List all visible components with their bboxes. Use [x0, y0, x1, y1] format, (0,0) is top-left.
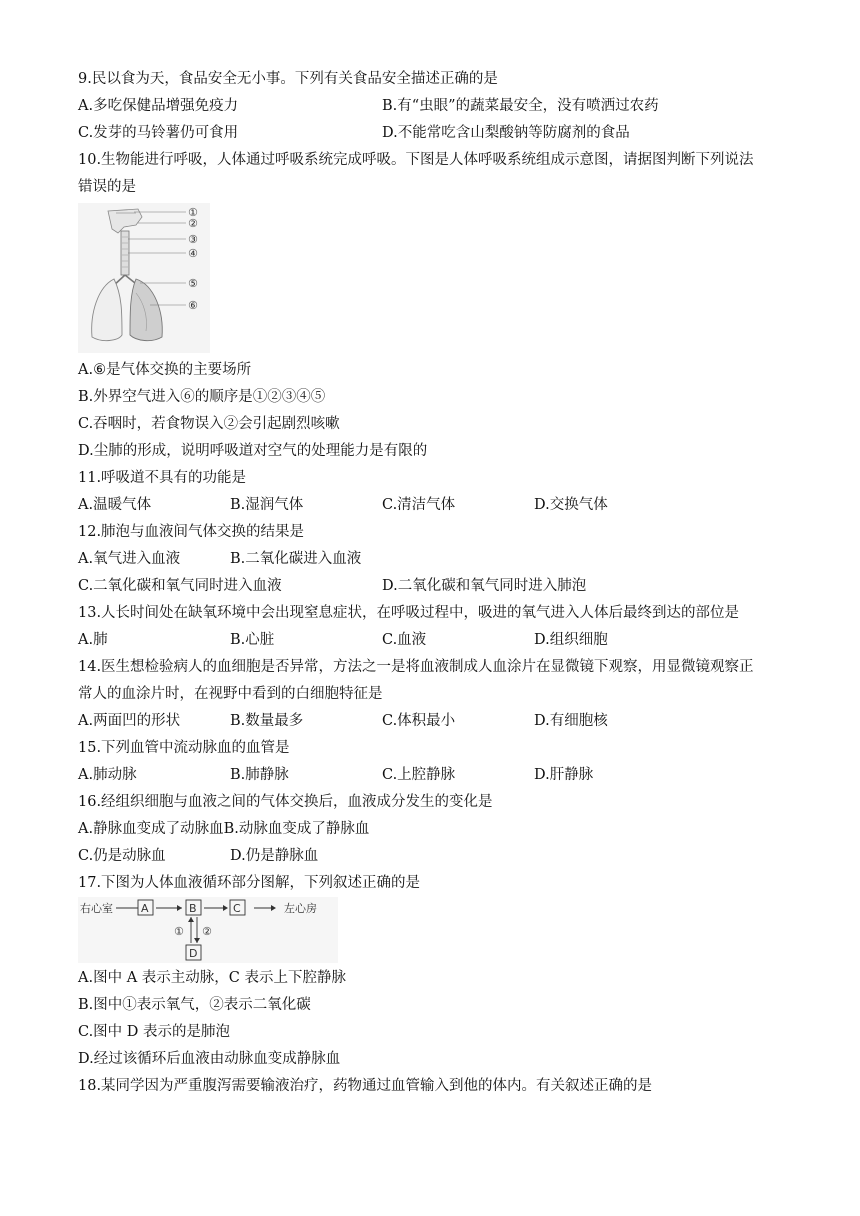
- q14-stem-line1: 14.医生想检验病人的血细胞是否异常，方法之一是将血液制成人血涂片在显微镜下观察，用显微镜观察正: [78, 659, 754, 675]
- circulation-diagram: [78, 897, 338, 963]
- q13-option-c: C.血液: [382, 632, 427, 648]
- q11-option-d: D.交换气体: [534, 497, 608, 513]
- circulation-figure: [78, 897, 338, 963]
- q17-option-d: D.经过该循环后血液由动脉血变成静脉血: [78, 1051, 341, 1067]
- q16-option-a: A.静脉血变成了动脉血: [78, 821, 224, 837]
- box-b-label: B: [189, 902, 197, 915]
- q12-options-row2: [78, 573, 798, 600]
- end-label: 左心房: [284, 902, 317, 915]
- q15-option-c: C.上腔静脉: [382, 767, 456, 783]
- q16-option-d: D.仍是静脉血: [230, 848, 319, 864]
- q14-option-a: A.两面凹的形状: [78, 713, 181, 729]
- q9-option-c: C.发芽的马铃薯仍可食用: [78, 125, 239, 141]
- q11-stem: 11.呼吸道不具有的功能是: [78, 470, 247, 486]
- q13-option-d: D.组织细胞: [534, 632, 608, 648]
- box-d-label: D: [189, 947, 198, 960]
- q10-option-c: C.吞咽时，若食物误入②会引起剧烈咳嗽: [78, 416, 340, 432]
- q9-options-row2: [78, 120, 798, 147]
- start-label: 右心室: [80, 902, 113, 915]
- arrow-label-2: ②: [202, 925, 212, 938]
- box-a-label: A: [141, 902, 149, 915]
- q14-options: [78, 708, 798, 735]
- q12-options-row1: [78, 546, 798, 573]
- q11-option-b: B.湿润气体: [230, 497, 304, 513]
- q15-option-b: B.肺静脉: [230, 767, 289, 783]
- exam-page: [78, 66, 798, 1100]
- q13-option-a: A.肺: [78, 632, 108, 648]
- q11-option-a: A.温暖气体: [78, 497, 152, 513]
- figure-label-1: ①: [188, 206, 198, 219]
- q13-options: [78, 627, 798, 654]
- q10-option-a: A.⑥是气体交换的主要场所: [78, 362, 252, 378]
- q14-option-b: B.数量最多: [230, 713, 304, 729]
- q16-stem: 16.经组织细胞与血液之间的气体交换后，血液成分发生的变化是: [78, 794, 493, 810]
- q10-stem-line1: 10.生物能进行呼吸，人体通过呼吸系统完成呼吸。下图是人体呼吸系统组成示意图，请据图判断下列说法: [78, 152, 754, 168]
- q15-option-d: D.肝静脉: [534, 767, 594, 783]
- q17-option-a: A.图中 A 表示主动脉，C 表示上下腔静脉: [78, 970, 346, 986]
- figure-label-3: ③: [188, 233, 198, 246]
- respiratory-system-figure: [78, 203, 210, 353]
- q15-options: [78, 762, 798, 789]
- q16-option-c: C.仍是动脉血: [78, 848, 166, 864]
- q11-options: [78, 492, 798, 519]
- arrow-label-1: ①: [174, 925, 184, 938]
- q17-stem: 17.下图为人体血液循环部分图解，下列叙述正确的是: [78, 875, 421, 891]
- q9-option-a: A.多吃保健品增强免疫力: [78, 98, 239, 114]
- q14-stem-line2: 常人的血涂片时，在视野中看到的白细胞特征是: [78, 686, 383, 702]
- q12-option-b: B.二氧化碳进入血液: [230, 551, 362, 567]
- q17-option-c: C.图中 D 表示的是肺泡: [78, 1024, 231, 1040]
- q9-option-d: D.不能常吃含山梨酸钠等防腐剂的食品: [382, 125, 630, 141]
- box-c-label: C: [233, 902, 241, 915]
- q10-option-d: D.尘肺的形成，说明呼吸道对空气的处理能力是有限的: [78, 443, 428, 459]
- respiratory-system-diagram: [78, 203, 210, 353]
- q12-option-d: D.二氧化碳和氧气同时进入肺泡: [382, 578, 587, 594]
- q13-option-b: B.心脏: [230, 632, 275, 648]
- q15-option-a: A.肺动脉: [78, 767, 137, 783]
- q18-stem: 18.某同学因为严重腹泻需要输液治疗，药物通过血管输入到他的体内。有关叙述正确的是: [78, 1078, 653, 1094]
- figure-label-6: ⑥: [188, 299, 198, 312]
- q16-options-row2: [78, 843, 798, 870]
- q14-option-c: C.体积最小: [382, 713, 456, 729]
- figure-label-2: ②: [188, 217, 198, 230]
- q9-stem: 9.民以食为天，食品安全无小事。下列有关食品安全描述正确的是: [78, 71, 498, 87]
- q17-option-b: B.图中①表示氧气，②表示二氧化碳: [78, 997, 311, 1013]
- q12-option-a: A.氧气进入血液: [78, 551, 181, 567]
- q11-option-c: C.清洁气体: [382, 497, 456, 513]
- figure-label-5: ⑤: [188, 277, 198, 290]
- q13-stem: 13.人长时间处在缺氧环境中会出现窒息症状，在呼吸过程中，吸进的氧气进入人体后最终到达的部位是: [78, 605, 740, 621]
- q12-option-c: C.二氧化碳和氧气同时进入血液: [78, 578, 282, 594]
- figure-label-4: ④: [188, 247, 198, 260]
- q10-stem-line2: 错误的是: [78, 179, 136, 195]
- q15-stem: 15.下列血管中流动脉血的血管是: [78, 740, 290, 756]
- q14-option-d: D.有细胞核: [534, 713, 608, 729]
- q16-options-row1: [78, 816, 798, 843]
- q9-option-b: B.有“虫眼”的蔬菜最安全，没有喷洒过农药: [382, 98, 659, 114]
- q10-option-b: B.外界空气进入⑥的顺序是①②③④⑤: [78, 389, 326, 405]
- q12-stem: 12.肺泡与血液间气体交换的结果是: [78, 524, 305, 540]
- q16-option-b: B.动脉血变成了静脉血: [223, 821, 370, 837]
- q9-options-row1: [78, 93, 798, 120]
